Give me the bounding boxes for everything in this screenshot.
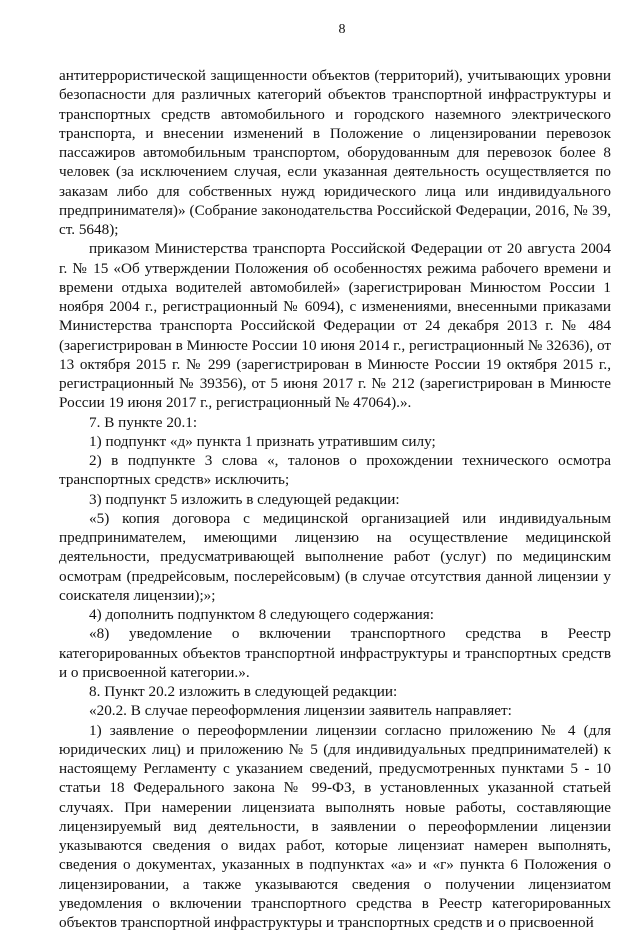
paragraph-item-8: 8. Пункт 20.2 изложить в следующей редакции: bbox=[59, 682, 611, 701]
document-body bbox=[59, 66, 611, 932]
paragraph-subitem-1: 1) подпункт «д» пункта 1 признать утратившим силу; bbox=[59, 432, 611, 451]
paragraph-order-15: приказом Министерства транспорта Российской Федерации от 20 августа 2004 г. № 15 «Об утверждении Положения об особенностях режима рабочего времени и времени отдыха водителей автомобилей» (зарегистрирован Минюстом России 1 ноября 2004 г., регистрационный № 6094), с изменениями, внесенными приказами Министерства транспорта Российской Федерации от 24 декабря 2013 г. № 484 (зарегистрирован в Минюсте России 10 июня 2014 г., регистрационный № 32636), от 13 октября 2015 г. № 299 (зарегистрирован в Минюсте России 19 октября 2015 г., регистрационный № 39356), от 5 июня 2017 г. № 212 (зарегистрирован в Минюсте России 19 июня 2017 г., регистрационный № 47064).». bbox=[59, 239, 611, 412]
paragraph-subitem-2: 2) в подпункте 3 слова «, талонов о прохождении технического осмотра транспортных средств» исключить; bbox=[59, 451, 611, 490]
paragraph-item-7: 7. В пункте 20.1: bbox=[59, 413, 611, 432]
paragraph-quote-8: «8) уведомление о включении транспортного средства в Реестр категорированных объектов транспортной инфраструктуры и транспортных средств и о присвоенной категории.». bbox=[59, 624, 611, 682]
paragraph-continuation: антитеррористической защищенности объектов (территорий), учитывающих уровни безопасности для различных категорий объектов транспортной инфраструктуры и транспортных средств автомобильного и городского наземного электрического транспорта, и внесении изменений в Положение о лицензировании перевозок пассажиров автомобильным транспортом, оборудованным для перевозок более 8 человек (за исключением случая, если указанная деятельность осуществляется по заказам либо для собственных нужд юридического лица или индивидуального предпринимателя)» (Собрание законодательства Российской Федерации, 2016, № 39, ст. 5648); bbox=[59, 66, 611, 239]
page-number: 8 bbox=[59, 22, 611, 38]
paragraph-quote-20-2-item-1: 1) заявление о переоформлении лицензии согласно приложению № 4 (для юридических лиц) и приложению № 5 (для индивидуальных предпринимателей) к настоящему Регламенту с указанием сведений, предусмотренных пунктами 5 - 10 статьи 18 Федерального закона № 99-ФЗ, в установленных указанной статьей случаях. При намерении лицензиата выполнять новые работы, составляющие лицензируемый вид деятельности, в заявлении о переоформлении лицензии указываются сведения о видах работ, которые лицензиат намерен выполнять, сведения о документах, указанных в подпунктах «а» и «г» пункта 6 Положения о лицензировании, а также указываются сведения о получении лицензиатом уведомления о включении транспортного средства в Реестр категорированных объектов транспортной инфраструктуры и транспортных средств и о присвоенной bbox=[59, 721, 611, 932]
paragraph-quote-5: «5) копия договора с медицинской организацией или индивидуальным предпринимателем, имеющими лицензию на осуществление медицинской деятельности, предусматривающей выполнение работ (услуг) по медицинским осмотрам (предрейсовым, послерейсовым) (в случае отсутствия данной лицензии у соискателя лицензии);»; bbox=[59, 509, 611, 605]
paragraph-subitem-4: 4) дополнить подпунктом 8 следующего содержания: bbox=[59, 605, 611, 624]
paragraph-quote-20-2: «20.2. В случае переоформления лицензии заявитель направляет: bbox=[59, 701, 611, 720]
paragraph-subitem-3: 3) подпункт 5 изложить в следующей редакции: bbox=[59, 490, 611, 509]
